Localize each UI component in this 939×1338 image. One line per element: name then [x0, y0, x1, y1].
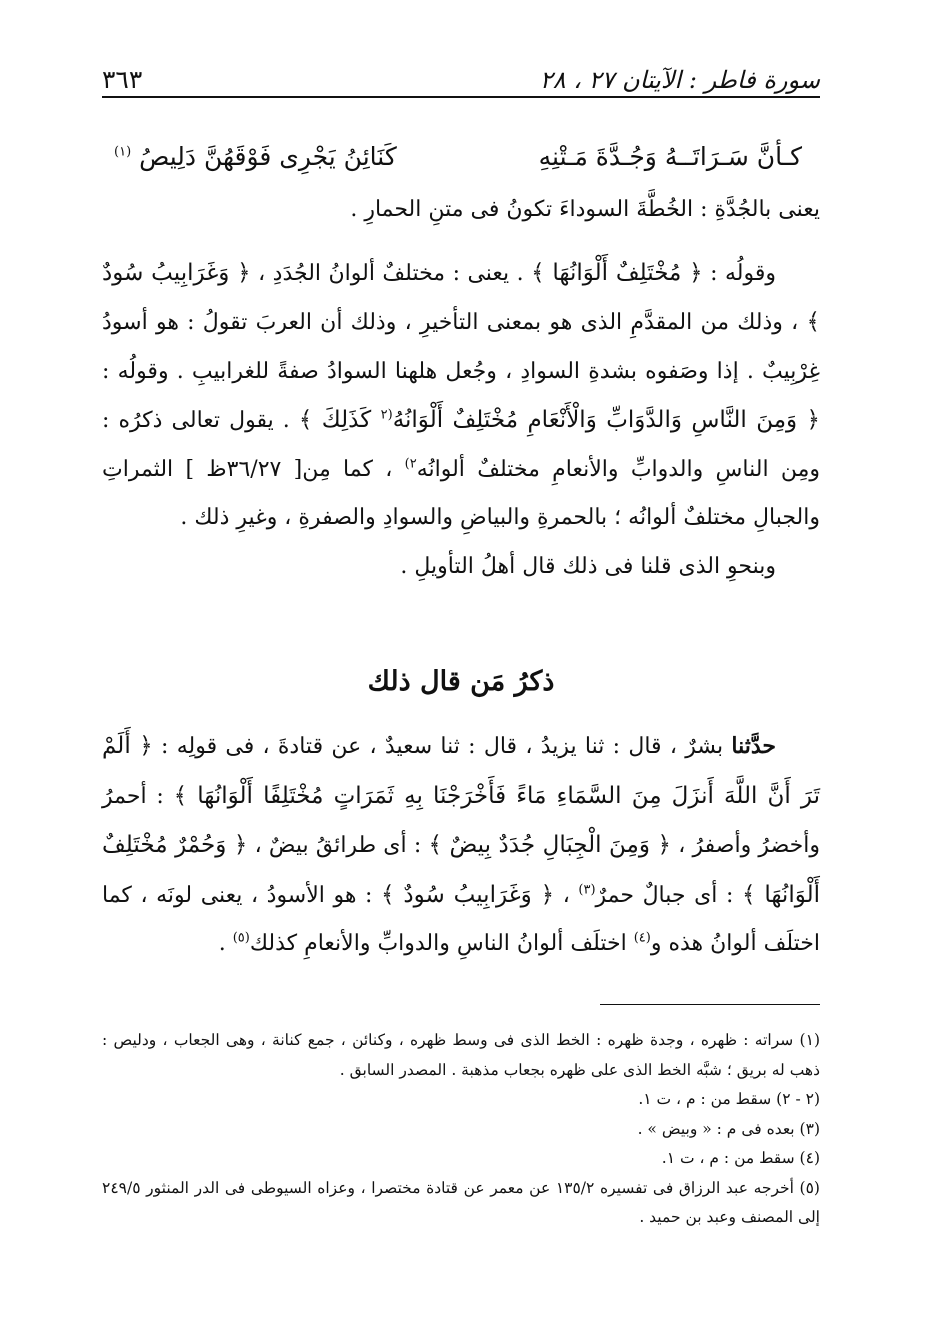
- running-title: سورة فاطر : الآيتان ٢٧ ، ٢٨: [539, 66, 820, 94]
- quran-quote: ﴿ وَمِنَ الْجِبَالِ جُدَدٌ بِيضٌ ﴾: [428, 832, 671, 858]
- footnote-ref-4: (٤): [633, 930, 651, 946]
- page-header: [102, 50, 820, 94]
- quran-quote: ﴿ مُخْتَلِفٌ أَلْوَانُهَا ﴾: [531, 259, 703, 286]
- footnote-ref-2-end: ٢): [404, 456, 417, 472]
- second-hemistich: كَنَائِنُ يَجْرِى فَوْقَهُنَّ دَلِيصُ $^{(١)}$: [114, 141, 397, 171]
- footnote-ref-1: (١): [114, 144, 132, 160]
- footnote-ref-5: (٥): [232, 930, 250, 946]
- manuscript-page-ref: [ ٣٦/٢٧ظ ]: [185, 456, 303, 482]
- footnote-ref-2: (٢: [380, 407, 393, 423]
- quran-quote: ﴿ وَمِنَ النَّاسِ وَالدَّوَابِّ وَالْأَنْعَامِ مُخْتَلِفٌ أَلْوَانُهُ: [392, 407, 821, 433]
- page-number: ٣٦٣: [102, 65, 143, 94]
- first-hemistich: كـأنَّ سَـرَاتَــهُ وَجُـدَّةَ مَـتْنِهِ: [538, 141, 802, 171]
- footnote-1: (١) سراته : ظهره ، وجدة ظهره : الخط الذى فى وسط ظهره ، وكنائن ، جمع كنانة ، وهى الجعاب ، ودليص : ذهب له بريق ؛ شبَّه الخط الذى على ظهره بجعاب مذهبة . المصدر السابق .: [102, 1031, 820, 1079]
- quran-quote: ﴿ وَحُمْرٌ مُخْتَلِفٌ أَلْوَانُهَا ﴾: [102, 832, 820, 908]
- commentary-text: [102, 186, 820, 591]
- narration-lead: حدَّثنا: [731, 733, 776, 759]
- footnote-separator: [600, 1004, 820, 1005]
- quran-quote: ﴿ وَغَرَابِيبُ سُودٌ ﴾: [381, 881, 555, 908]
- footnotes: [102, 1026, 820, 1233]
- paragraph-1: يعنى بالجُدَّةِ : الخُطَّةَ السوداءَ تكونُ فى متنِ الحمارِ .: [350, 197, 820, 222]
- footnote-5: (٥) أخرجه عبد الرزاق فى تفسيره ١٣٥/٢ عن معمر عن قتادة مختصرا ، وعزاه السيوطى فى الدر المنثور ٢٤٩/٥ إلى المصنف وعبد بن حميد .: [102, 1178, 820, 1226]
- section-heading: ذكرُ مَن قال ذلك: [367, 666, 555, 697]
- quran-quote: كَذَلِكَ ﴾: [298, 407, 381, 433]
- quran-quote: ﴿ وَغَرَابِيبُ سُودٌ ﴾: [102, 259, 820, 335]
- footnote-ref-3: (٣): [578, 882, 596, 898]
- paragraph-2: وقولُه : ﴿ مُخْتَلِفٌ أَلْوَانُهَا ﴾ . يعنى : مختلفٌ ألوانُ الجُدَدِ ، ﴿ وَغَرَابِيبُ سُودٌ ﴾ ، وذلك من المقدَّمِ الذى هو بمعنى التأخيرِ ، وذلك أن العربَ تقولُ : هو أسودُ غِرْبِيبٌ . إذا وصَفوه بشدةِ السوادِ ، وجُعل هلهنا السوادُ صفةً للغرابيبِ . وقولُه : ﴿ وَمِنَ النَّاسِ وَالدَّوَابِّ وَالْأَنْعَامِ مُخْتَلِفٌ أَلْوَانُهُ$^{(٢}$ كَذَلِكَ ﴾ . يقول تعالى ذكرُه : ومِن الناسِ والدوابِّ والأنعامِ مختلفٌ ألوانُه$^{٢)}$ ، كما مِن[ ٣٦/٢٧ظ ] الثمراتِ والجبالِ مختلفٌ ألوانُه ؛ بالحمرةِ والبياضِ والسوادِ والصفرةِ ، وغيرِ ذلك .: [102, 259, 821, 530]
- paragraph-3: وبنحوِ الذى قلنا فى ذلك قال أهلُ التأويلِ .: [400, 553, 776, 579]
- footnote-4: (٤) سقط من : م ، ت ١.: [661, 1149, 820, 1167]
- quran-quote: ﴿ أَلَمْ تَرَ أَنَّ اللَّهَ أَنزَلَ مِنَ السَّمَاءِ مَاءً فَأَخْرَجْنَا بِهِ ثَمَرَاتٍ مُخْتَلِفًا أَلْوَانُهَا ﴾: [102, 733, 821, 809]
- header-rule: [102, 96, 820, 98]
- footnote-3: (٣) بعده فى م : « وبيض » .: [637, 1119, 820, 1138]
- poetry-verse: [102, 132, 820, 180]
- footnote-2: (٢ - ٢) سقط من : م ، ت ١.: [638, 1090, 820, 1108]
- narration-paragraph: حدَّثنا بشرٌ ، قال : ثنا يزيدُ ، قال : ثنا سعيدٌ ، عن قتادةَ ، فى قولِه : ﴿ أَلَمْ تَرَ أَنَّ اللَّهَ أَنزَلَ مِنَ السَّمَاءِ مَاءً فَأَخْرَجْنَا بِهِ ثَمَرَاتٍ مُخْتَلِفًا أَلْوَانُهَا ﴾ : أحمرُ وأخضرُ وأصفرُ ، ﴿ وَمِنَ الْجِبَالِ جُدَدٌ بِيضٌ ﴾ : أى طرائقُ بيضٌ ، ﴿ وَحُمْرٌ مُخْتَلِفٌ أَلْوَانُهَا ﴾ : أى جبالٌ حمرٌ$^{(٣)}$ ، ﴿ وَغَرَابِيبُ سُودٌ ﴾ : هو الأسودُ ، يعنى لونَه ، كما اختلَف ألوانُ هذه و$^{(٤)}$ اختلَف ألوانُ الناسِ والدوابِّ والأنعامِ كذلك$^{(٥)}$ .: [102, 733, 821, 956]
- narration-text: [102, 722, 820, 969]
